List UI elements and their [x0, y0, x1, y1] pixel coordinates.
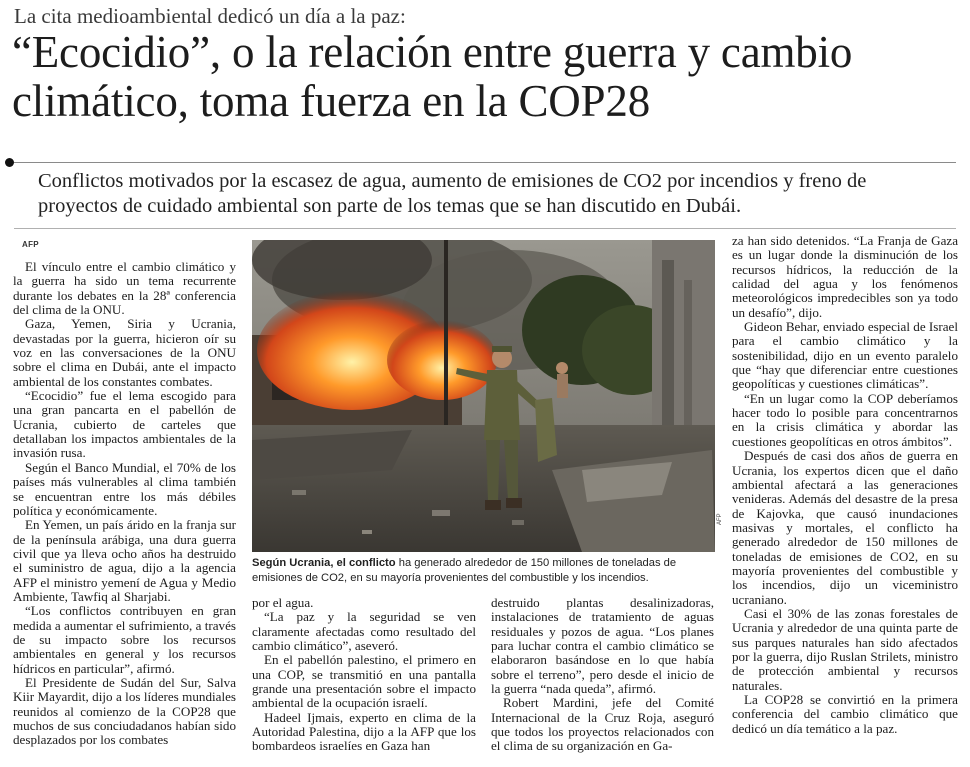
photo-caption: [252, 556, 716, 586]
paragraph: Gaza, Yemen, Siria y Ucrania, devastadas por la guerra, hicieron oír su voz en las conversaciones de la ONU sobre el clima en Dubái, ante el impacto ambiental de los constantes combates.: [13, 316, 236, 389]
paragraph: “La paz y la seguridad se ven claramente afectadas como resultado del cambio climático”, aseveró.: [252, 609, 476, 654]
paragraph: Gideon Behar, enviado especial de Israel para el cambio climático y la sostenibilidad, dijo en un evento paralelo que “hay que diferenciar entre cuestiones geopolíticas y cuestiones climáticas”.: [732, 319, 958, 392]
bullet-marker: [5, 158, 14, 167]
paragraph: Casi el 30% de las zonas forestales de Ucrania y alrededor de una quinta parte de sus parques naturales han sido afectados por la guerra, dijo Ruslan Strilets, ministro de protección ambiental y recursos naturales.: [732, 605, 958, 693]
paragraph: destruido plantas desalinizadoras, instalaciones de tratamiento de aguas residuales y pozos de agua. “Los planes para luchar contra el cambio climático se elaboraron basándose en lo que había sobre el terreno”, pero desde el inicio de la guerra “nada queda”, afirmó.: [491, 596, 714, 697]
deck: Conflictos motivados por la escasez de agua, aumento de emisiones de CO2 por incendios y freno de proyectos de cuidado ambiental son parte de los temas que se han discutido en Dubái.: [38, 170, 867, 217]
paragraph: “Los conflictos contribuyen en gran medida a aumentar el sufrimiento, a través de su impacto sobre los recursos ambientales en general y los recursos hídricos en particular”, afirmó.: [13, 603, 236, 676]
byline: AFP: [22, 240, 39, 249]
article-column-1: [13, 260, 236, 765]
paragraph: Hadeel Ijmais, experto en clima de la Autoridad Palestina, dijo a la AFP que los bombardeos israelíes en Gaza han: [252, 709, 476, 754]
paragraph: La COP28 se convirtió en la primera conferencia del cambio climático que dedicó un día temático a la paz.: [732, 692, 958, 736]
paragraph: En Yemen, un país árido en la franja sur de la península arábiga, una dura guerra civil que ya lleva ocho años ha destruido el suministro de agua, dijo a la agencia AFP el ministro yemení de Agua y Medio Ambiente, Tawfiq al Sharjabi.: [13, 517, 236, 604]
article-column-2: [252, 596, 476, 766]
paragraph: El vínculo entre el cambio climático y la guerra ha sido un tema recurrente durante los debates en la 28ª conferencia del clima de la ONU.: [13, 260, 236, 318]
paragraph: Según el Banco Mundial, el 70% de los países más vulnerables al clima también se encuentran entre los más débiles política y económicamente.: [13, 459, 236, 518]
caption-lead: Según Ucrania, el conflicto: [252, 557, 396, 569]
paragraph: Robert Mardini, jefe del Comité Internacional de la Cruz Roja, aseguró que todos los proyectos relacionados con el clima de su organización en Ga-: [491, 695, 714, 754]
caption-text: ha generado alrededor de 150 millones de toneladas de emisiones de CO2, en su mayoría provenientes del combustible y los incendios.: [252, 557, 677, 584]
paragraph: za han sido detenidos. “La Franja de Gaza es un lugar donde la disminución de los recursos hídricos, la reducción de la calidad del agua y los fenómenos meteorológicos impredecibles son ya todo un desafío”, dijo.: [732, 234, 958, 320]
article-column-3: [491, 596, 714, 766]
news-photo: [252, 240, 715, 552]
paragraph: El Presidente de Sudán del Sur, Salva Kiir Mayardit, dijo a los líderes mundiales reunidos al comienzo de la COP28 que muchos de sus conciudadanos habían sido desplazados por los combates: [13, 674, 236, 748]
paragraph: Después de casi dos años de guerra en Ucrania, los expertos dicen que el daño ambiental afectará a las generaciones venideras. Además del desastre de la presa de Kajovka, que causó inundaciones masivas y mortales, el conflicto ha generado alrededor de 150 millones de toneladas de emisiones de CO2, en su mayoría provenientes del combustible y los incendios, dijo un viceministro ucraniano.: [732, 448, 958, 607]
article-column-4: [732, 234, 958, 766]
divider: [14, 228, 956, 229]
paragraph: “En un lugar como la COP deberíamos hacer todo lo posible para concentrarnos en la crisis climática y abordar las cuestiones geopolíticas en otros ámbitos”.: [732, 390, 958, 449]
photo-credit: AFP: [717, 513, 723, 525]
paragraph: “Ecocidio” fue el lema escogido para una gran pancarta en el pabellón de Ucrania, cubierto de carteles que detallaban los impactos ambientales de la invasión rusa.: [13, 388, 236, 461]
kicker: La cita medioambiental dedicó un día a la paz:: [14, 4, 406, 28]
paragraph: por el agua.: [252, 596, 314, 610]
headline: “Ecocidio”, o la relación entre guerra y cambio climático, toma fuerza en la COP28: [12, 27, 853, 126]
divider: [14, 162, 956, 163]
paragraph: En el pabellón palestino, el primero en una COP, se transmitió en una pantalla grande una presentación sobre el impacto ambiental de la ocupación israelí.: [252, 652, 476, 711]
